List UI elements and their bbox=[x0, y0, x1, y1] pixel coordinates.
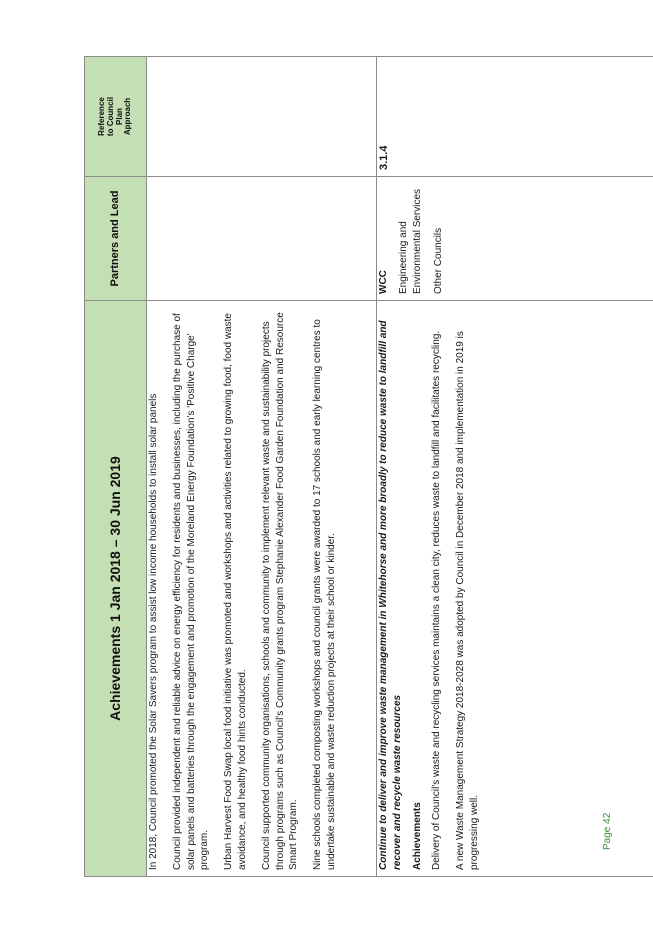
header-reference-line3: Plan bbox=[114, 108, 124, 125]
partner-lead: WCC bbox=[378, 270, 389, 294]
partner-dept: Engineering and Environmental Services bbox=[397, 188, 423, 294]
row2-paragraph: A new Waste Management Strategy 2018-2028 was adopted by Council in December 2018 and implementation in 2019 is progressing well. bbox=[455, 331, 480, 870]
row1-paragraph: Council supported community organisations, schools and community to implement relevant waste and sustainability projects through programs such as Council's Community grants program Stephanie Alexander Food Garden Foundation and Resource Smart Program. bbox=[260, 312, 300, 870]
row1-paragraph: Council provided independent and reliable advice on energy efficiency for residents and businesses, including the purchase of solar panels and batteries through the engagement and promotion of the Moreland Energy Foundation's 'Positive Charge' program. bbox=[171, 313, 211, 870]
header-achievements: Achievements 1 Jan 2018 – 30 Jun 2019 bbox=[85, 301, 147, 877]
row1-achievements-cell bbox=[147, 301, 377, 877]
row1-reference-cell bbox=[147, 57, 377, 177]
achievements-table-container bbox=[84, 57, 653, 877]
table-row bbox=[147, 57, 377, 877]
row1-paragraph: Urban Harvest Food Swap local food initiative was promoted and workshops and activities related to growing food, food waste avoidance, and healthy food hints conducted. bbox=[223, 313, 248, 870]
partner-other: Other Councils bbox=[433, 227, 445, 294]
page-number: Page 42 bbox=[602, 812, 613, 850]
row2-heading: Continue to deliver and improve waste management in Whitehorse and more broadly to reduce waste to landfill and recover and recycle waste resources bbox=[378, 320, 403, 870]
header-reference-line4: Approach bbox=[123, 97, 133, 136]
table-row bbox=[377, 57, 653, 877]
row1-partners-cell bbox=[147, 177, 377, 301]
row2-achievements-cell bbox=[377, 301, 653, 877]
row1-paragraph: Nine schools completed composting workshops and council grants were awarded to 17 schools and early learning centres to undertake sustainable and waste reduction projects at their school or kinder. bbox=[312, 319, 337, 870]
row2-partners-cell bbox=[377, 177, 653, 301]
achievements-table bbox=[84, 56, 653, 877]
row2-subheading: Achievements bbox=[411, 802, 423, 870]
header-partners: Partners and Lead bbox=[85, 177, 147, 301]
header-reference-line2: to Council bbox=[105, 96, 115, 137]
reference-code: 3.1.4 bbox=[378, 145, 390, 170]
header-reference bbox=[85, 57, 147, 177]
row1-paragraph: In 2018, Council promoted the Solar Savers program to assist low income households to install solar panels bbox=[148, 393, 159, 870]
row2-paragraph: Delivery of Council's waste and recycling services maintains a clean city, reduces waste to landfill and facilitates recycling. bbox=[431, 330, 443, 870]
header-reference-line1: Reference bbox=[96, 97, 106, 136]
row2-reference-cell bbox=[377, 57, 653, 177]
